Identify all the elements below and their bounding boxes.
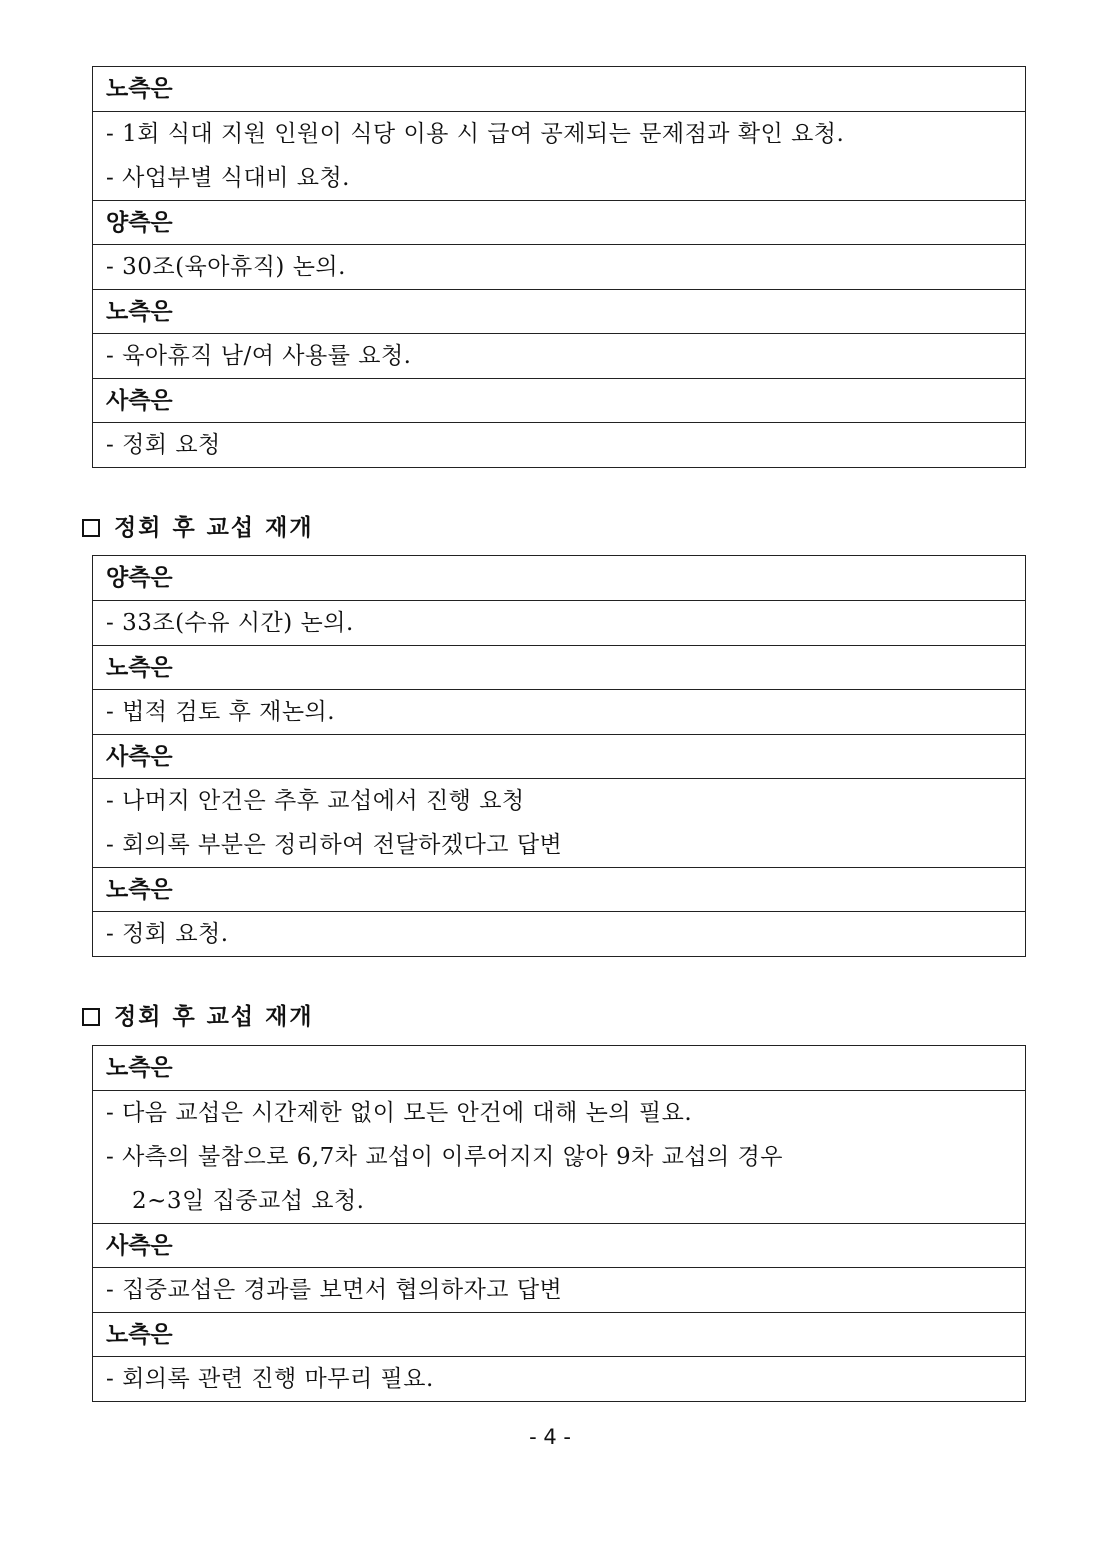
speaker-header: 사측은: [93, 378, 1025, 422]
statement-line: - 사업부별 식대비 요청.: [106, 165, 350, 191]
statement-cell: [93, 1267, 1025, 1312]
statement-cell: [93, 1356, 1025, 1401]
section-title: 정회 후 교섭 재개: [114, 1004, 314, 1030]
minutes-table-3: [92, 1045, 1026, 1402]
speaker-header: 노측은: [93, 289, 1025, 333]
statement-line: - 나머지 안건은 추후 교섭에서 진행 요청: [106, 788, 525, 814]
speaker-header: 노측은: [93, 645, 1025, 689]
statement-line: - 회의록 관련 진행 마무리 필요.: [106, 1366, 434, 1392]
speaker-header: 노측은: [93, 867, 1025, 911]
statement-line: - 다음 교섭은 시간제한 없이 모든 안건에 대해 논의 필요.: [106, 1100, 693, 1126]
speaker-header: 노측은: [106, 76, 173, 102]
checkbox-square-icon: [82, 519, 100, 537]
checkbox-square-icon: [82, 1008, 100, 1026]
speaker-header: 양측은: [106, 565, 173, 591]
statement-cell: [93, 333, 1025, 378]
statement-line: - 1회 식대 지원 인원이 식당 이용 시 급여 공제되는 문제점과 확인 요청.: [106, 121, 845, 147]
statement-cell: [93, 422, 1025, 467]
section-title: 정회 후 교섭 재개: [114, 515, 314, 541]
statement-line: - 육아휴직 남/여 사용률 요청.: [106, 343, 412, 369]
statement-cell: [93, 778, 1025, 867]
statement-cell: [93, 689, 1025, 734]
speaker-header: 사측은: [93, 734, 1025, 778]
statement-line: - 정회 요청.: [106, 921, 229, 947]
statement-line: - 사측의 불참으로 6,7차 교섭이 이루어지지 않아 9차 교섭의 경우: [106, 1144, 784, 1170]
minutes-table-2: [92, 555, 1026, 957]
statement-line: - 33조(수유 시간) 논의.: [106, 610, 354, 636]
speaker-header: 노측은: [106, 1055, 173, 1081]
statement-line: - 회의록 부분은 정리하여 전달하겠다고 답변: [106, 832, 563, 858]
speaker-header: 사측은: [93, 1223, 1025, 1267]
section-heading: [82, 508, 314, 548]
speaker-header: 양측은: [93, 200, 1025, 244]
speaker-header: 노측은: [93, 1312, 1025, 1356]
statement-line: - 30조(육아휴직) 논의.: [106, 254, 346, 280]
page-number: - 4 -: [529, 1425, 571, 1449]
statement-cell: [93, 600, 1025, 645]
statement-cell: [93, 911, 1025, 956]
statement-line: - 집중교섭은 경과를 보면서 협의하자고 답변: [106, 1277, 563, 1303]
minutes-table-1: [92, 66, 1026, 468]
section-heading: [82, 997, 314, 1037]
statement-line: - 법적 검토 후 재논의.: [106, 699, 336, 725]
statement-line: 2~3일 집중교섭 요청.: [132, 1188, 365, 1214]
statement-cell: [93, 244, 1025, 289]
statement-line: - 정회 요청: [106, 432, 221, 458]
statement-cell: [93, 111, 1025, 200]
statement-cell: [93, 1090, 1025, 1223]
